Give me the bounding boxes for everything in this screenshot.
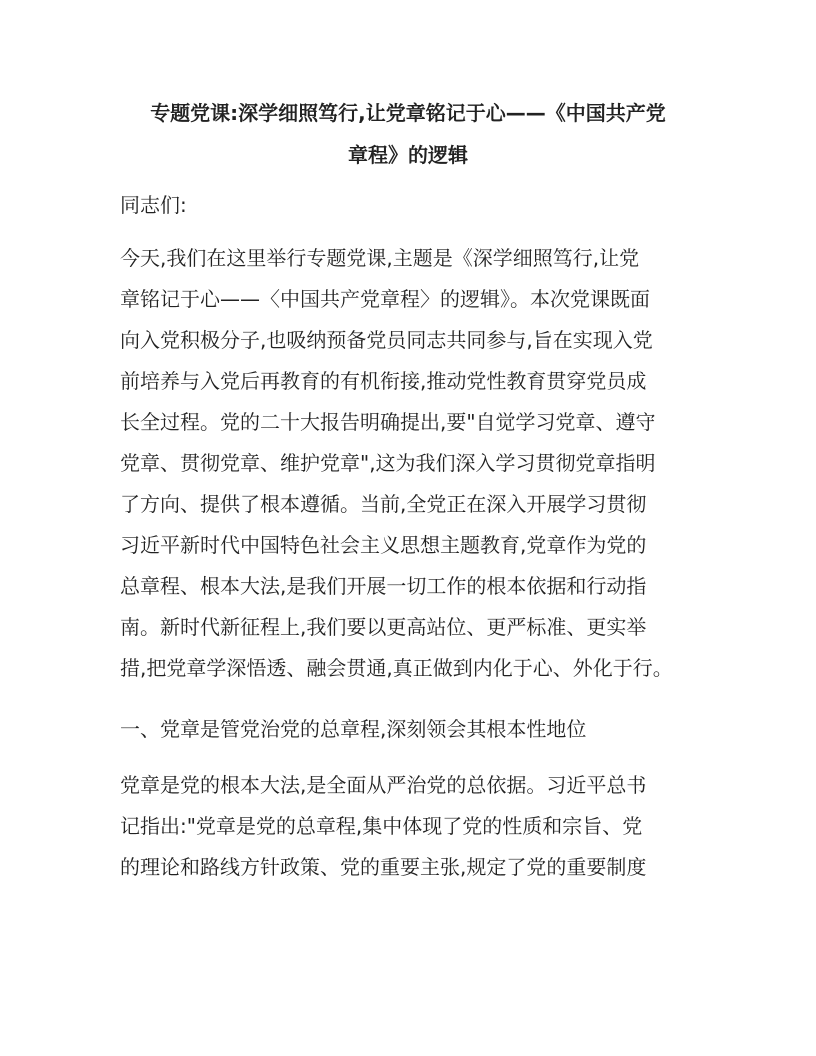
paragraph-line: 向入党积极分子,也吸纳预备党员同志共同参与,旨在实现入党 [120,328,653,352]
paragraph-line: 前培养与入党后再教育的有机衔接,推动党性教育贯穿党员成 [120,369,647,393]
paragraph-line: 措,把党章学深悟透、融会贯通,真正做到内化于心、外化于行。 [120,656,673,680]
paragraph-line: 党章、贯彻党章、维护党章",这为我们深入学习贯彻党章指明 [120,451,656,475]
paragraph-line: 总章程、根本大法,是我们开展一切工作的根本依据和行动指 [120,574,647,598]
paragraph-line: 的理论和路线方针政策、党的重要主张,规定了党的重要制度 [120,855,647,879]
paragraph-line: 习近平新时代中国特色社会主义思想主题教育,党章作为党的 [120,533,647,557]
paragraph-line: 了方向、提供了根本遵循。当前,全党正在深入开展学习贯彻 [120,492,647,516]
document-title [120,92,696,176]
section-paragraph [120,765,720,888]
title-line: 章程》的逻辑 [348,143,468,167]
title-line: 专题党课:深学细照笃行,让党章铭记于心——《中国共产党 [150,101,666,125]
paragraph-line: 记指出:"党章是党的总章程,集中体现了党的性质和宗旨、党 [120,814,643,838]
paragraph-line: 党章是党的根本大法,是全面从严治党的总依据。习近平总书 [120,773,647,797]
paragraph-line: 今天,我们在这里举行专题党课,主题是《深学细照笃行,让党 [120,246,640,270]
section-heading: 一、党章是管党治党的总章程,深刻领会其根本性地位 [120,717,587,741]
paragraph-line: 章铭记于心——〈中国共产党章程〉的逻辑》。本次党课既面 [120,287,650,311]
paragraph-line: 长全过程。党的二十大报告明确提出,要"自觉学习党章、遵守 [120,410,656,434]
intro-paragraph [120,238,720,689]
paragraph-line: 南。新时代新征程上,我们要以更高站位、更严标准、更实举 [120,615,647,639]
greeting: 同志们: [120,193,187,217]
